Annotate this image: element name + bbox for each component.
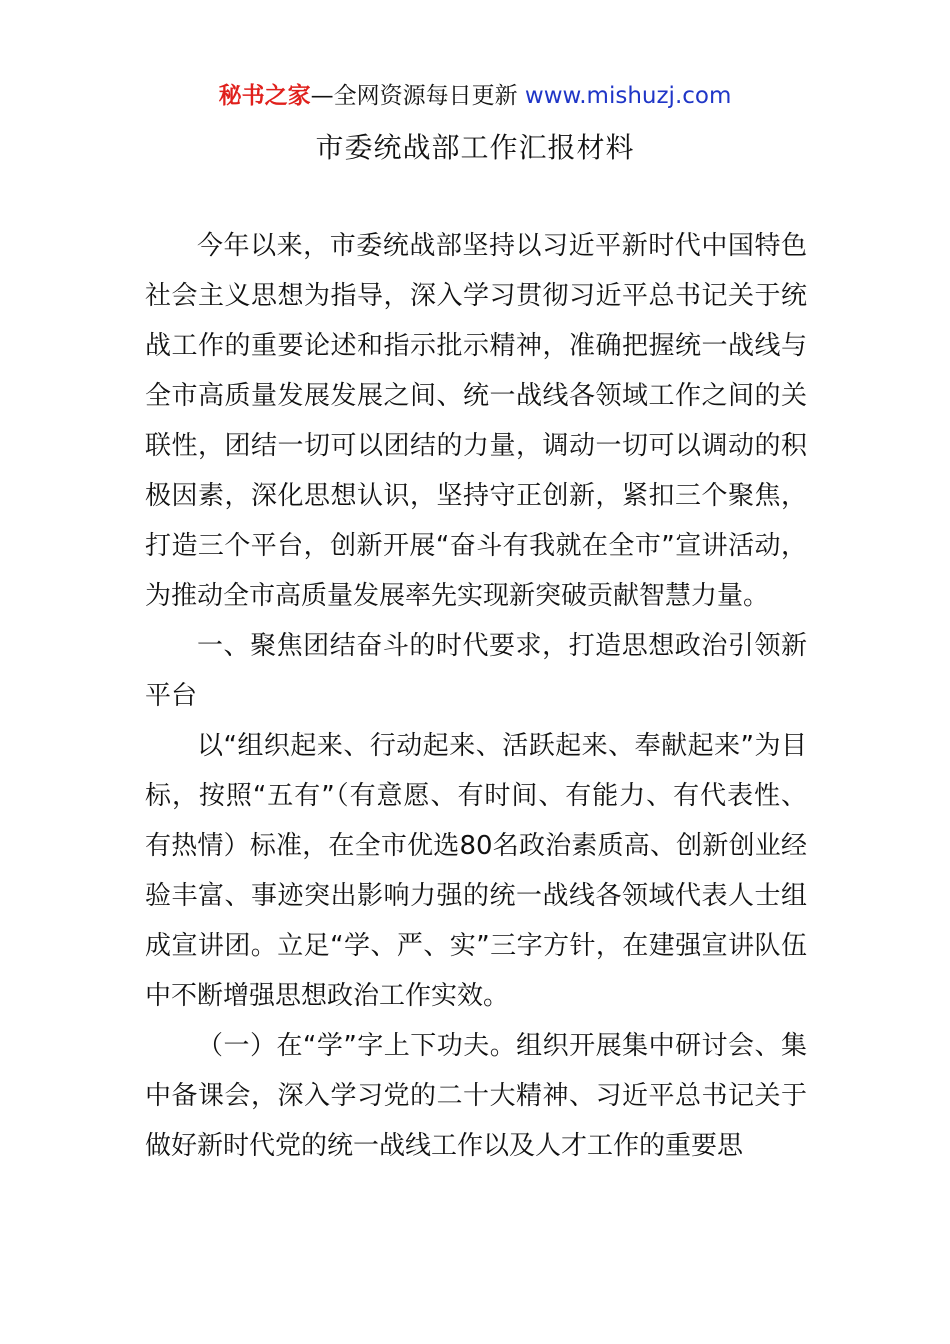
document-title: 市委统战部工作汇报材料 bbox=[315, 131, 635, 164]
body-paragraph: 以“组织起来、行动起来、活跃起来、奉献起来”为目标，按照“五有”（有意愿、有时间、有能力、有代表性、有热情）标准，在全市优选80名政治素质高、创新创业经验丰富、事迹突出影响力强的统一战线各领域代表人士组成宣讲团。立足“学、严、实”三字方针，在建强宣讲队伍中不断增强思想政治工作实效。 bbox=[145, 731, 807, 1011]
intro-paragraph: 今年以来，市委统战部坚持以习近平新时代中国特色社会主义思想为指导，深入学习贯彻习近平总书记关于统战工作的重要论述和指示批示精神，准确把握统一战线与全市高质量发展发展之间、统一战线各领域工作之间的关联性，团结一切可以团结的力量，调动一切可以调动的积极因素，深化思想认识，坚持守正创新，紧扣三个聚焦，打造三个平台，创新开展“奋斗有我就在全市”宣讲活动，为推动全市高质量发展率先实现新突破贡献智慧力量。 bbox=[145, 231, 807, 611]
header-tagline: —全网资源每日更新 bbox=[310, 83, 518, 109]
section-heading: 一、聚焦团结奋斗的时代要求，打造思想政治引领新平台 bbox=[145, 631, 807, 711]
subsection-paragraph: （一）在“学”字上下功夫。组织开展集中研讨会、集中备课会，深入学习党的二十大精神、习近平总书记关于做好新时代党的统一战线工作以及人才工作的重要思 bbox=[145, 1031, 807, 1161]
site-url-link[interactable]: www.mishuzj.com bbox=[524, 83, 732, 109]
brand-name: 秘书之家 bbox=[218, 83, 311, 109]
site-header bbox=[0, 80, 950, 112]
document-body bbox=[145, 221, 807, 1171]
